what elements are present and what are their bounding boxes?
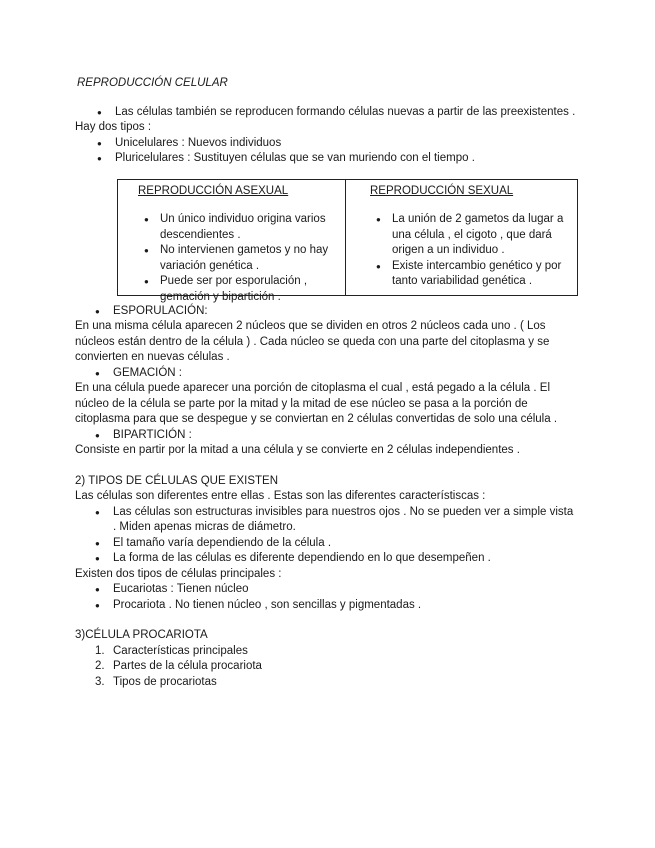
reproduction-table (117, 179, 578, 303)
list-item: ● Unicelulares : Nuevos individuos (115, 136, 577, 152)
table-header-asexual: REPRODUCCIÓN ASEXUAL (138, 184, 289, 197)
intro-list (77, 105, 577, 121)
list-number: 1. (95, 644, 105, 657)
list-item: ● Pluricelulares : Sustituyen células que se van muriendo con el tiempo . (115, 151, 577, 167)
document-title: REPRODUCCIÓN CELULAR (77, 77, 228, 89)
section-2-list (75, 505, 577, 567)
list-number: 2. (95, 660, 105, 672)
list-item: ● La forma de las células es diferente dependiendo en lo que desempeñen . (113, 551, 577, 567)
section-2-heading: 2) TIPOS DE CÉLULAS QUE EXISTEN (75, 474, 279, 487)
table-column-asexual (118, 180, 345, 303)
list-number: 3. (95, 675, 105, 688)
list-item: ● Las células también se reproducen formando células nuevas a partir de las preexistentes . (115, 105, 577, 121)
section-3-heading: 3)CÉLULA PROCARIOTA (75, 629, 208, 641)
list-item-text: Tipos de procariotas (113, 675, 217, 688)
document-page (77, 76, 577, 690)
list-item: ● Puede ser por esporulación , gemación y bipartición . (160, 274, 335, 305)
list-item-text: Características principales (113, 644, 248, 657)
list-item (95, 659, 577, 675)
list-item: ● Eucariotas : Tienen núcleo (113, 582, 577, 598)
list-item (95, 675, 577, 691)
sexual-list (370, 212, 567, 290)
asexual-list (138, 212, 335, 305)
table-header-sexual: REPRODUCCIÓN SEXUAL (370, 184, 514, 197)
paragraph: En una misma célula aparecen 2 núcleos que se dividen en otros 2 núcleos cada uno . ( Los núcleos están dentro de la célula ) . Cada núcleo se queda con una parte del citoplasma y se convierten en nuevas células . (75, 320, 550, 363)
section-heading: ● ESPORULACIÓN: (113, 304, 577, 320)
list-item (95, 644, 577, 660)
tipos-list (77, 136, 577, 167)
biparticion-heading-list (75, 428, 577, 444)
paragraph: Consiste en partir por la mitad a una célula y se convierte en 2 células independientes . (75, 444, 520, 456)
list-item: ● Las células son estructuras invisibles para nuestros ojos . No se pueden ver a simple vista . Miden apenas micras de diámetro. (113, 505, 577, 536)
paragraph: En una célula puede aparecer una porción de citoplasma el cual , está pegado a la célula . El núcleo de la célula se parte por la mitad y la mitad de ese núcleo se pasa a la porción de citoplasma para que se despegue y se conviertan en 2 células convertidas de solo una célula . (75, 382, 558, 425)
list-item: ● El tamaño varía dependiendo de la célula . (113, 536, 577, 552)
list-item: ● Existe intercambio genético y por tanto variabilidad genética . (392, 259, 567, 290)
section-heading: ● BIPARTICIÓN : (113, 428, 577, 444)
table-column-sexual (345, 180, 577, 295)
list-item-text: Partes de la célula procariota (113, 660, 262, 672)
list-item: ● La unión de 2 gametos da lugar a una célula , el cigoto , que dará origen a un individuo . (392, 212, 567, 259)
section-heading: ● GEMACIÓN : (113, 366, 577, 382)
cell-types-list (75, 582, 577, 613)
paragraph: Hay dos tipos : (75, 121, 152, 133)
paragraph: Existen dos tipos de células principales : (75, 567, 282, 580)
list-item: ● No intervienen gametos y no hay variación genética . (160, 243, 335, 274)
section-3-list (75, 644, 577, 691)
paragraph: Las células son diferentes entre ellas . Estas son las diferentes característiscas : (75, 490, 486, 502)
esporulacion-heading-list (75, 304, 577, 320)
list-item: ● Procariota . No tienen núcleo , son sencillas y pigmentadas . (113, 598, 577, 614)
list-item: ● Un único individuo origina varios descendientes . (160, 212, 335, 243)
gemacion-heading-list (75, 366, 577, 382)
